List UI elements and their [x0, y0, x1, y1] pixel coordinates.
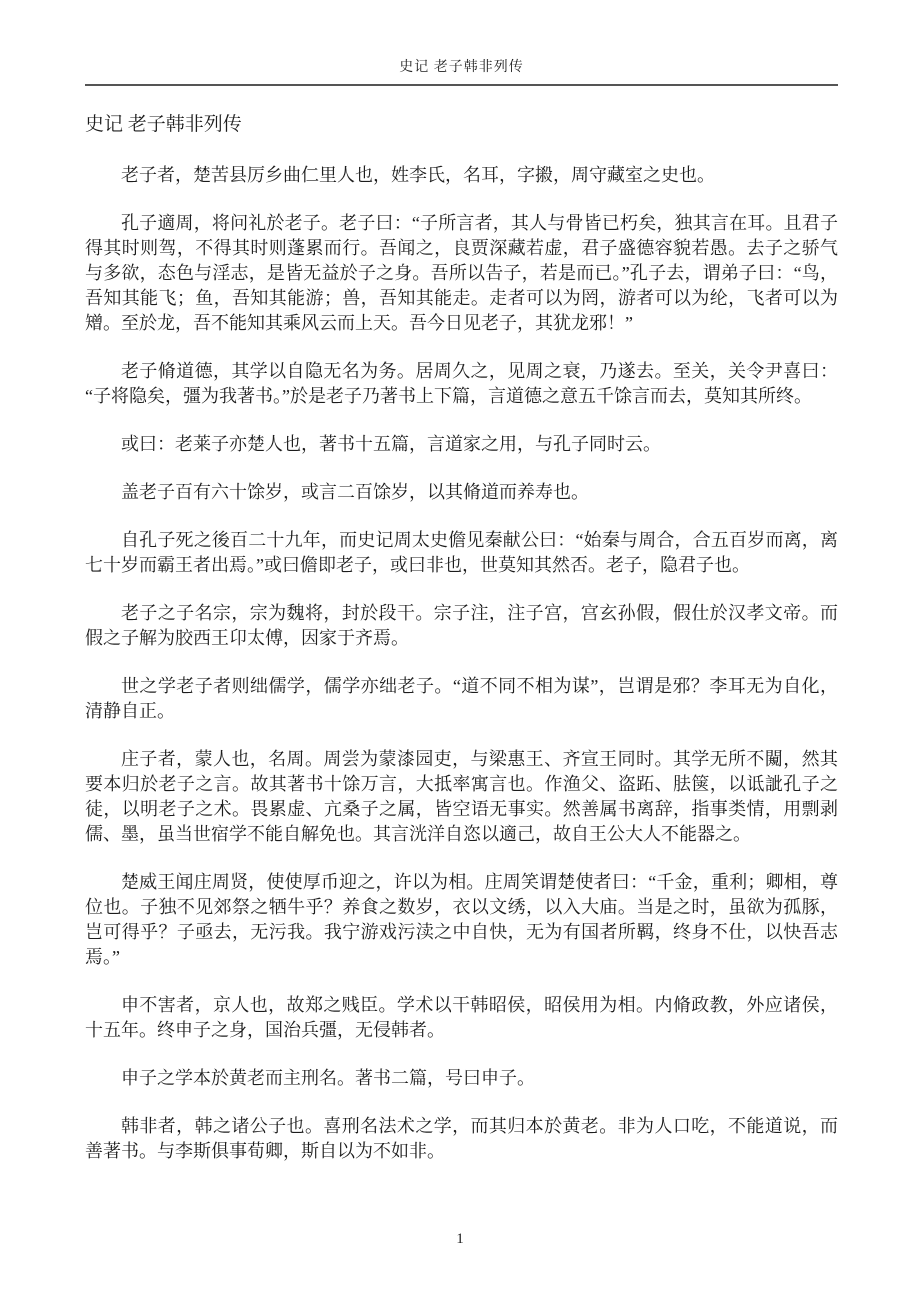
paragraph-hanfei: 韩非者，韩之诸公子也。喜刑名法术之学，而其归本於黄老。非为人口吃，不能道说，而善著书。与李斯俱事荀卿，斯自以为不如非。	[85, 1116, 838, 1161]
paragraph-chu-king-offer: 楚威王闻庄周贤，使使厚币迎之，许以为相。庄周笑谓楚使者曰：“千金，重利；卿相，尊位也。子独不见郊祭之牺牛乎？养食之数岁，衣以文绣，以入大庙。当是之时，虽欲为孤豚，岂可得乎？子亟去，无污我。我宁游戏污渎之中自快，无为有国者所羁，终身不仕，以快吾志焉。”	[85, 872, 838, 967]
document-body	[85, 112, 838, 1164]
page-number: 1	[456, 1231, 464, 1247]
paragraph-laozi-daodejing: 老子脩道德，其学以自隐无名为务。居周久之，见周之衰，乃遂去。至关，关令尹喜曰：“子将隐矣，彊为我著书。”於是老子乃著书上下篇，言道德之意五千馀言而去，莫知其所终。	[85, 361, 838, 406]
paragraph-kongzi-visit: 孔子適周，将问礼於老子。老子曰：“子所言者，其人与骨皆已朽矣，独其言在耳。且君子得其时则驾，不得其时则蓬累而行。吾闻之，良贾深藏若虚，君子盛德容貌若愚。去子之骄气与多欲，态色与淫志，是皆无益於子之身。吾所以告子，若是而已。”孔子去，谓弟子曰：“鸟，吾知其能飞；鱼，吾知其能游；兽，吾知其能走。走者可以为罔，游者可以为纶，飞者可以为矰。至於龙，吾不能知其乘风云而上天。吾今日见老子，其犹龙邪！”	[85, 213, 838, 333]
paragraph-dao-vs-ru: 世之学老子者则绌儒学，儒学亦绌老子。“道不同不相为谋”，岂谓是邪？李耳无为自化，清静自正。	[85, 676, 838, 721]
document-title: 史记 老子韩非列传	[85, 114, 242, 135]
page-footer	[0, 1230, 920, 1302]
paragraph-laozi-age: 盖老子百有六十馀岁，或言二百馀岁，以其脩道而养寿也。	[121, 482, 589, 502]
paragraph-shenbuhai: 申不害者，京人也，故郑之贱臣。学术以干韩昭侯，昭侯用为相。内脩政教，外应诸侯，十五年。终申子之身，国治兵彊，无侵韩者。	[85, 995, 838, 1040]
paragraph-shenzi-works: 申子之学本於黄老而主刑名。著书二篇，号曰申子。	[121, 1068, 535, 1088]
paragraph-laolaizi: 或曰：老莱子亦楚人也，著书十五篇，言道家之用，与孔子同时云。	[121, 434, 661, 454]
header-title: 史记 老子韩非列传	[399, 60, 524, 75]
paragraph-laozi-descendants: 老子之子名宗，宗为魏将，封於段干。宗子注，注子宫，宫玄孙假，假仕於汉孝文帝。而假之子解为胶西王卬太傅，因家于齐焉。	[85, 603, 838, 648]
paragraph-taishi-dan: 自孔子死之後百二十九年，而史记周太史儋见秦献公曰：“始秦与周合，合五百岁而离，离七十岁而霸王者出焉。”或曰儋即老子，或曰非也，世莫知其然否。老子，隐君子也。	[85, 530, 838, 575]
paragraph-zhuangzi: 庄子者，蒙人也，名周。周尝为蒙漆园吏，与梁惠王、齐宣王同时。其学无所不闚，然其要本归於老子之言。故其著书十馀万言，大抵率寓言也。作渔父、盗跖、胠箧，以诋訿孔子之徒，以明老子之术。畏累虚、亢桑子之属，皆空语无事实。然善属书离辞，指事类情，用剽剥儒、墨，虽当世宿学不能自解免也。其言洸洋自恣以適己，故自王公大人不能器之。	[85, 749, 838, 844]
paragraph-laozi-intro: 老子者，楚苦县厉乡曲仁里人也，姓李氏，名耳，字摋，周守藏室之史也。	[121, 165, 715, 185]
page-header	[85, 0, 838, 86]
